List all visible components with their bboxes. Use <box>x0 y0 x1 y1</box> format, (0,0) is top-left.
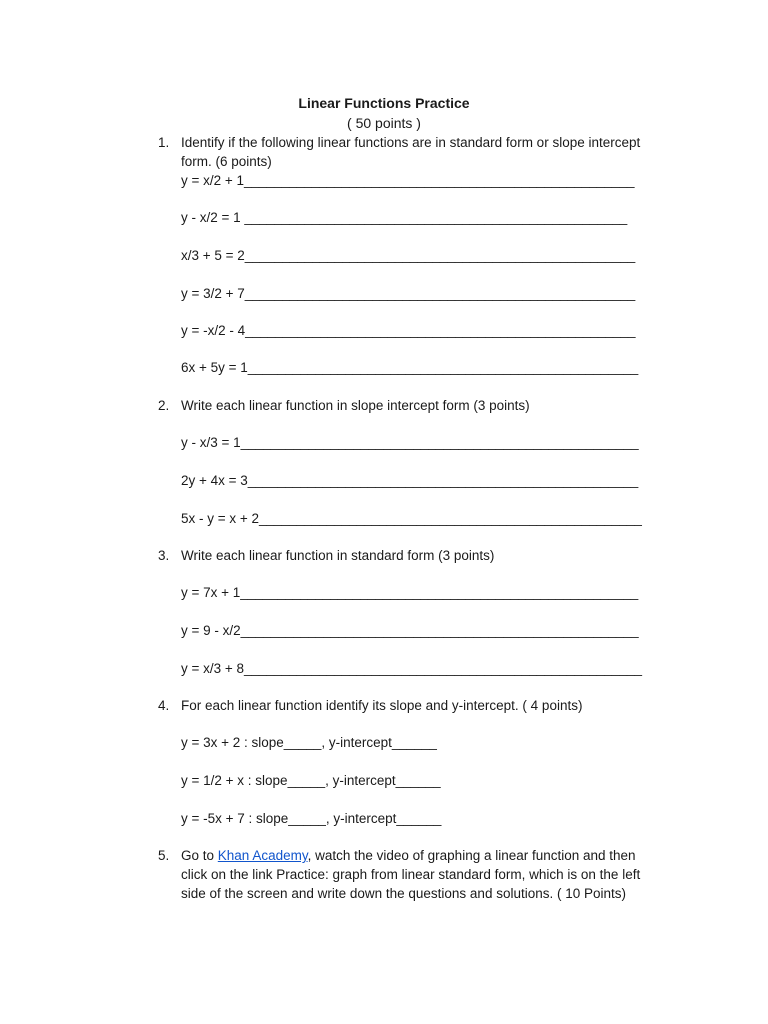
question-1-item-4: y = 3/2 + 7____________________________________________________ <box>181 286 636 301</box>
question-4-item-3: y = -5x + 7 : slope_____, y-intercept______ <box>181 811 442 826</box>
question-4-item-1: y = 3x + 2 : slope_____, y-intercept______ <box>181 735 437 750</box>
khan-academy-link[interactable]: Khan Academy <box>217 848 308 863</box>
question-1-item-6: 6x + 5y = 1____________________________________________________ <box>181 360 639 375</box>
question-3-item-3: y = x/3 + 8_____________________________________________________ <box>181 661 642 676</box>
question-4-number: 4. <box>158 698 170 713</box>
question-5-text-after: , watch the video of graphing a linear function and then click on the link Practice: graph from linear standard form, which is on the left side of the screen and write down the questions and solutions. ( 10 Points) <box>181 848 641 901</box>
question-2-text: Write each linear function in slope intercept form (3 points) <box>181 398 530 413</box>
question-1-number: 1. <box>158 135 170 150</box>
question-2-item-2: 2y + 4x = 3____________________________________________________ <box>181 473 639 488</box>
page-title: Linear Functions Practice <box>298 95 470 111</box>
question-2-number: 2. <box>158 398 170 413</box>
question-4-item-2: y = 1/2 + x : slope_____, y-intercept______ <box>181 773 441 788</box>
question-2-item-3: 5x - y = x + 2___________________________________________________ <box>181 511 642 526</box>
question-1-item-3: x/3 + 5 = 2____________________________________________________ <box>181 248 636 263</box>
question-1-item-5: y = -x/2 - 4____________________________________________________ <box>181 323 636 338</box>
question-1-item-1: y = x/2 + 1____________________________________________________ <box>181 173 635 188</box>
question-2-item-1: y - x/3 = 1_____________________________________________________ <box>181 435 639 450</box>
question-1-text: Identify if the following linear functions are in standard form or slope intercept form. (6 points) <box>181 135 641 169</box>
question-1-item-2: y - x/2 = 1 ___________________________________________________ <box>181 210 628 225</box>
question-5-text <box>181 846 656 903</box>
question-5-number: 5. <box>158 848 170 863</box>
question-3-number: 3. <box>158 548 170 563</box>
page-subtitle: ( 50 points ) <box>347 115 421 131</box>
question-4-text: For each linear function identify its slope and y-intercept. ( 4 points) <box>181 698 583 713</box>
question-3-item-2: y = 9 - x/2_____________________________________________________ <box>181 623 639 638</box>
question-3-text: Write each linear function in standard form (3 points) <box>181 548 495 563</box>
question-3-item-1: y = 7x + 1_____________________________________________________ <box>181 585 639 600</box>
question-5-text-before: Go to <box>181 848 218 863</box>
